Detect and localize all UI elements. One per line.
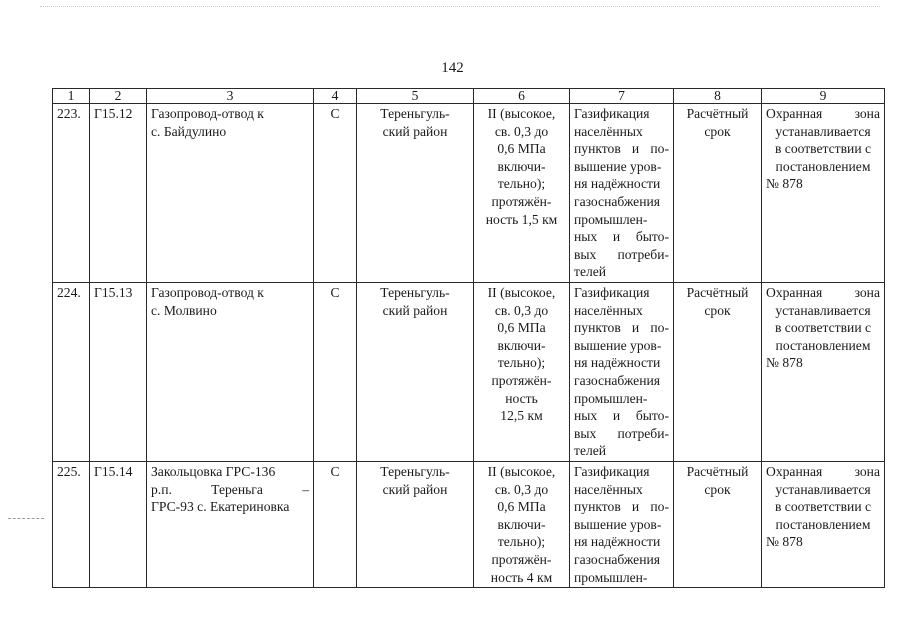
protection-zone [762,283,885,462]
purpose-line: вышение уров- [574,337,662,353]
purpose-line: ных и быто- [574,229,669,245]
params-line: ность [505,390,538,406]
params-line: 12,5 км [500,408,543,424]
params-line: II (высокое, [487,464,556,479]
object-params [474,283,570,462]
purpose-line: Газификация [574,464,650,479]
table-row [53,283,885,462]
object-name-line: Газопровод-отвод к [151,106,264,121]
header-cell: 5 [357,89,474,104]
params-line: ность 1,5 км [485,211,558,227]
location-line: Тереньгуль- [380,464,450,479]
object-purpose [570,104,674,283]
table-header-row [53,89,885,104]
location-line: Тереньгуль- [380,106,450,121]
purpose-line: вых потреби- [574,425,669,441]
row-number: 225. [53,462,90,588]
purpose-line: промышлен- [574,569,648,585]
objects-table [52,88,885,588]
zone-line: устанавливается [775,123,871,139]
object-name-line: Закольцовка ГРС-136 [151,464,276,479]
object-name-line: р.п. Тереньга – [151,481,309,497]
object-code: Г15.12 [90,104,147,283]
params-line: 0,6 МПа [497,320,546,336]
object-params [474,104,570,283]
object-status: С [314,283,357,462]
params-line: протяжён- [491,193,552,209]
row-number: 223. [53,104,90,283]
zone-line: Охранная зона [766,106,880,121]
params-line: ность 4 км [490,569,553,585]
purpose-line: вышение уров- [574,516,662,532]
zone-line: устанавливается [775,481,871,497]
zone-line: постановлением [775,337,871,353]
header-cell: 9 [762,89,885,104]
object-purpose [570,283,674,462]
params-line: протяжён- [491,551,552,567]
purpose-line: газоснабжения [574,372,661,388]
table-row [53,104,885,283]
header-cell: 7 [570,89,674,104]
purpose-line: телей [574,443,607,459]
purpose-line: газоснабжения [574,551,661,567]
zone-line: № 878 [766,176,803,192]
purpose-line: населённых [574,481,643,497]
zone-line: в соответствии с [774,141,872,157]
object-name [147,283,314,462]
object-name-line: ГРС-93 с. Екатериновка [151,499,290,515]
params-line: включи- [497,337,546,353]
location-line: Тереньгуль- [380,285,450,300]
term-line: срок [704,302,731,318]
purpose-line: населённых [574,302,643,318]
purpose-line: Газификация [574,285,650,300]
header-cell: 6 [474,89,570,104]
header-cell: 3 [147,89,314,104]
scan-artifact [40,6,880,11]
purpose-line: газоснабжения [574,193,661,209]
location-line: ский район [382,302,448,318]
object-name-line: Газопровод-отвод к [151,285,264,300]
term-line: срок [704,123,731,139]
location-line: ский район [382,123,448,139]
params-line: включи- [497,158,546,174]
implementation-term [674,462,762,588]
zone-line: в соответствии с [774,320,872,336]
object-status: С [314,462,357,588]
purpose-line: пунктов и по- [574,141,669,157]
purpose-line: промышлен- [574,390,648,406]
purpose-line: вых потреби- [574,246,669,262]
protection-zone [762,104,885,283]
zone-line: Охранная зона [766,464,880,479]
purpose-line: населённых [574,123,643,139]
object-location [357,104,474,283]
object-params [474,462,570,588]
term-line: срок [704,481,731,497]
implementation-term [674,283,762,462]
params-line: II (высокое, [487,106,556,121]
object-location [357,462,474,588]
params-line: св. 0,3 до [494,302,549,318]
header-cell: 4 [314,89,357,104]
purpose-line: ня надёжности [574,176,661,192]
params-line: тельно); [497,534,546,550]
params-line: включи- [497,516,546,532]
header-cell: 8 [674,89,762,104]
term-line: Расчётный [686,285,749,300]
location-line: ский район [382,481,448,497]
object-name-line: с. Байдулино [151,123,227,139]
purpose-line: ня надёжности [574,534,661,550]
purpose-line: ных и быто- [574,408,669,424]
page-number: 142 [441,60,464,76]
object-name-line: с. Молвино [151,302,217,318]
object-purpose [570,462,674,588]
term-line: Расчётный [686,106,749,121]
zone-line: постановлением [775,516,871,532]
object-code: Г15.13 [90,283,147,462]
params-line: 0,6 МПа [497,499,546,515]
params-line: тельно); [497,176,546,192]
params-line: 0,6 МПа [497,141,546,157]
purpose-line: вышение уров- [574,158,662,174]
object-name [147,104,314,283]
purpose-line: телей [574,264,607,280]
zone-line: в соответствии с [774,499,872,515]
purpose-line: промышлен- [574,211,648,227]
header-cell: 2 [90,89,147,104]
zone-line: № 878 [766,534,803,550]
zone-line: постановлением [775,158,871,174]
params-line: тельно); [497,355,546,371]
protection-zone [762,462,885,588]
scan-margin-mark [8,518,44,520]
table-row [53,462,885,588]
purpose-line: Газификация [574,106,650,121]
zone-line: Охранная зона [766,285,880,300]
purpose-line: пунктов и по- [574,320,669,336]
params-line: II (высокое, [487,285,556,300]
object-code: Г15.14 [90,462,147,588]
zone-line: № 878 [766,355,803,371]
purpose-line: ня надёжности [574,355,661,371]
object-name [147,462,314,588]
params-line: св. 0,3 до [494,123,549,139]
object-location [357,283,474,462]
object-status: С [314,104,357,283]
zone-line: устанавливается [775,302,871,318]
params-line: протяжён- [491,372,552,388]
row-number: 224. [53,283,90,462]
purpose-line: пунктов и по- [574,499,669,515]
params-line: св. 0,3 до [494,481,549,497]
header-cell: 1 [53,89,90,104]
term-line: Расчётный [686,464,749,479]
implementation-term [674,104,762,283]
